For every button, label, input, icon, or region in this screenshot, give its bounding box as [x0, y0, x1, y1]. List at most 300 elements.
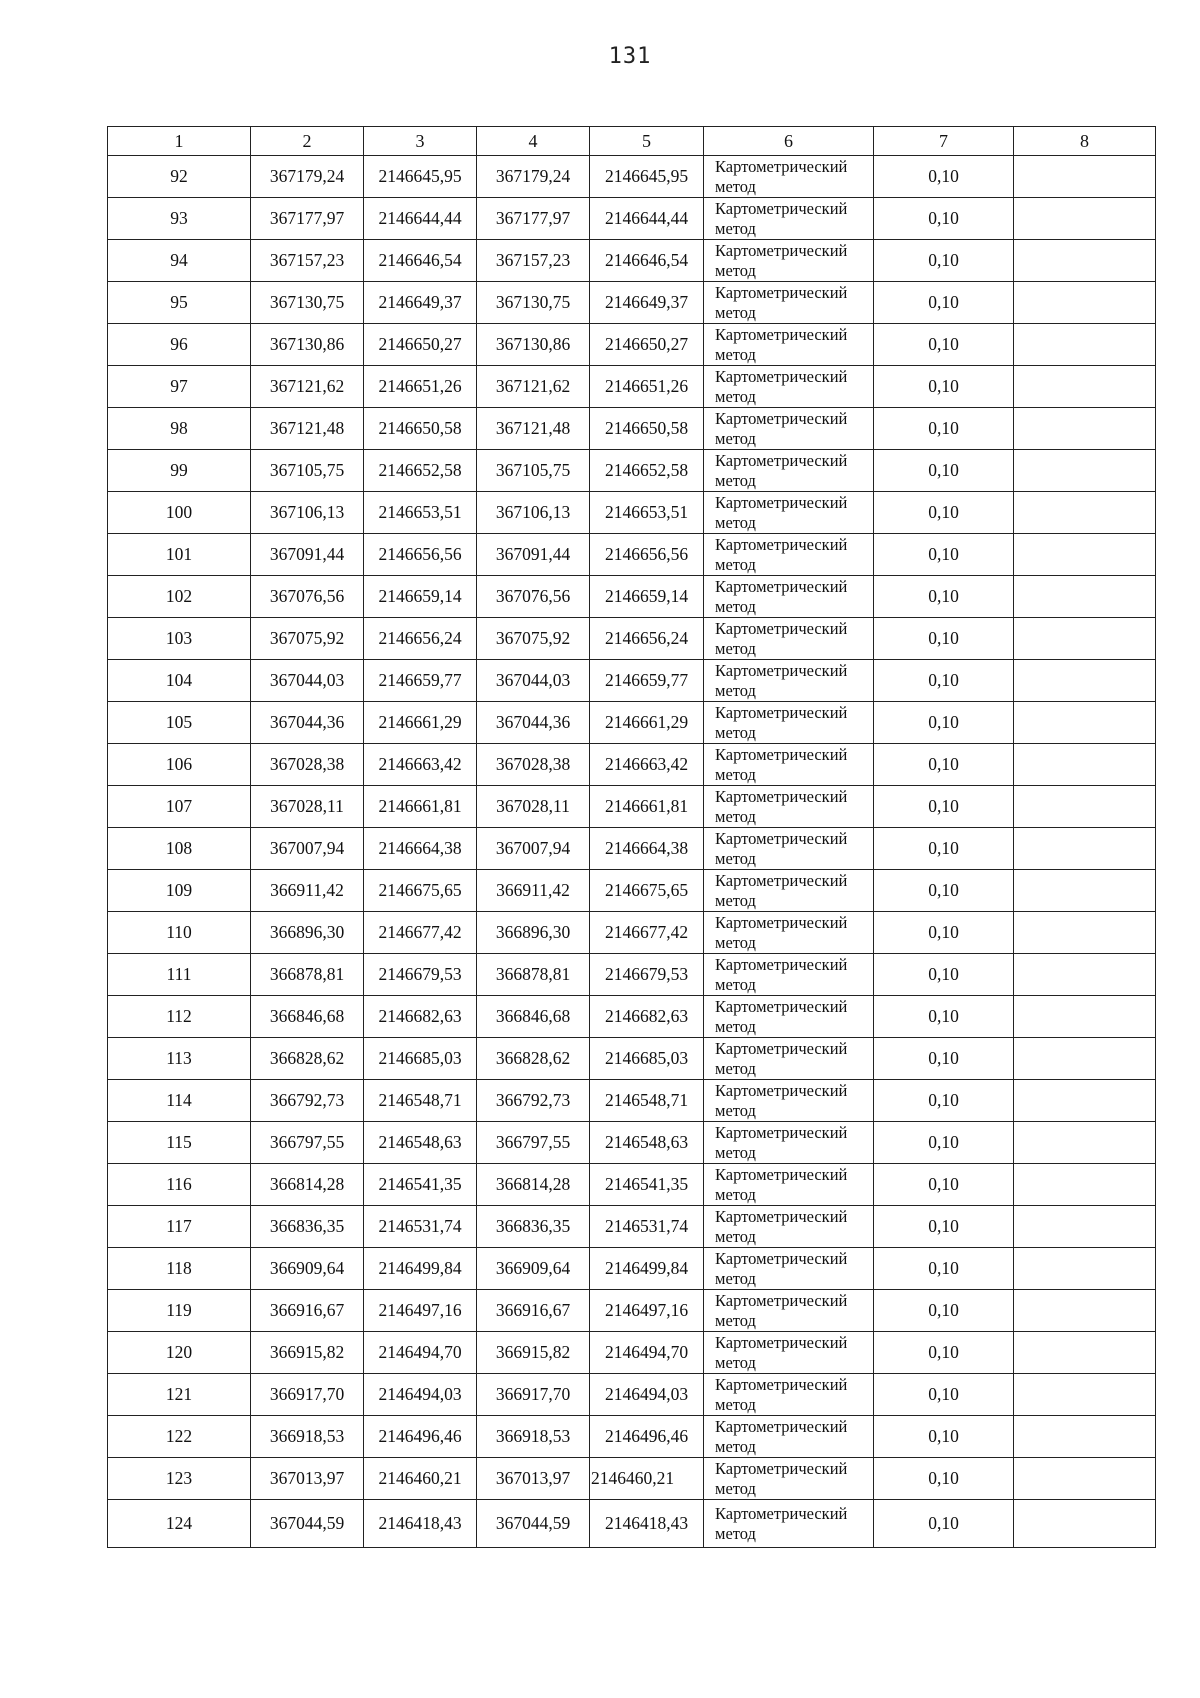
point-number-cell: 107: [108, 786, 251, 828]
method-line1: Картометрический: [715, 1164, 848, 1184]
y-coordinate-alt-cell: 2146663,42: [590, 744, 704, 786]
x-coordinate-alt-cell: 367044,59: [477, 1500, 590, 1548]
y-coordinate-cell: 2146548,63: [364, 1122, 477, 1164]
method-line1: Картометрический: [715, 660, 848, 680]
table-row: [108, 198, 1156, 240]
method-line2: метод: [715, 260, 756, 280]
y-coordinate-alt-cell: 2146661,81: [590, 786, 704, 828]
precision-cell: 0,10: [874, 702, 1014, 744]
note-cell: [1014, 1458, 1156, 1500]
column-header: 7: [874, 127, 1014, 156]
precision-cell: 0,10: [874, 408, 1014, 450]
x-coordinate-alt-cell: 367091,44: [477, 534, 590, 576]
x-coordinate-alt-cell: 367105,75: [477, 450, 590, 492]
point-number-cell: 118: [108, 1248, 251, 1290]
x-coordinate-alt-cell: 366828,62: [477, 1038, 590, 1080]
method-line2: метод: [715, 1478, 756, 1498]
y-coordinate-alt-cell: 2146644,44: [590, 198, 704, 240]
method-line2: метод: [715, 1142, 756, 1162]
method-cell: [704, 912, 874, 954]
precision-cell: 0,10: [874, 324, 1014, 366]
precision-cell: 0,10: [874, 534, 1014, 576]
x-coordinate-cell: 366828,62: [251, 1038, 364, 1080]
note-cell: [1014, 366, 1156, 408]
y-coordinate-cell: 2146675,65: [364, 870, 477, 912]
note-cell: [1014, 1332, 1156, 1374]
precision-cell: 0,10: [874, 660, 1014, 702]
x-coordinate-alt-cell: 367044,03: [477, 660, 590, 702]
x-coordinate-cell: 366846,68: [251, 996, 364, 1038]
note-cell: [1014, 1290, 1156, 1332]
note-cell: [1014, 282, 1156, 324]
note-cell: [1014, 198, 1156, 240]
x-coordinate-alt-cell: 366846,68: [477, 996, 590, 1038]
y-coordinate-cell: 2146651,26: [364, 366, 477, 408]
x-coordinate-alt-cell: 367121,48: [477, 408, 590, 450]
method-line1: Картометрический: [715, 1374, 848, 1394]
method-line1: Картометрический: [715, 156, 848, 176]
point-number-cell: 92: [108, 156, 251, 198]
precision-cell: 0,10: [874, 240, 1014, 282]
method-line2: метод: [715, 1058, 756, 1078]
y-coordinate-cell: 2146685,03: [364, 1038, 477, 1080]
note-cell: [1014, 996, 1156, 1038]
note-cell: [1014, 912, 1156, 954]
x-coordinate-alt-cell: 367013,97: [477, 1458, 590, 1500]
method-cell: [704, 1164, 874, 1206]
table-row: [108, 744, 1156, 786]
method-line1: Картометрический: [715, 324, 848, 344]
precision-cell: 0,10: [874, 1122, 1014, 1164]
method-line2: метод: [715, 386, 756, 406]
y-coordinate-cell: 2146661,29: [364, 702, 477, 744]
method-line1: Картометрический: [715, 870, 848, 890]
method-line2: метод: [715, 848, 756, 868]
method-line2: метод: [715, 302, 756, 322]
y-coordinate-cell: 2146649,37: [364, 282, 477, 324]
table-row: [108, 1500, 1156, 1548]
method-line1: Картометрический: [715, 282, 848, 302]
table-row: [108, 1122, 1156, 1164]
point-number-cell: 103: [108, 618, 251, 660]
x-coordinate-cell: 367028,38: [251, 744, 364, 786]
column-header: 2: [251, 127, 364, 156]
coordinates-table: [107, 126, 1156, 1548]
point-number-cell: 112: [108, 996, 251, 1038]
note-cell: [1014, 240, 1156, 282]
x-coordinate-cell: 367028,11: [251, 786, 364, 828]
method-line1: Картометрический: [715, 576, 848, 596]
method-line2: метод: [715, 764, 756, 784]
y-coordinate-cell: 2146418,43: [364, 1500, 477, 1548]
precision-cell: 0,10: [874, 996, 1014, 1038]
method-cell: [704, 618, 874, 660]
precision-cell: 0,10: [874, 198, 1014, 240]
table-row: [108, 576, 1156, 618]
x-coordinate-alt-cell: 366911,42: [477, 870, 590, 912]
method-line2: метод: [715, 554, 756, 574]
y-coordinate-alt-cell: 2146548,71: [590, 1080, 704, 1122]
point-number-cell: 110: [108, 912, 251, 954]
table-row: [108, 912, 1156, 954]
method-cell: [704, 954, 874, 996]
y-coordinate-cell: 2146682,63: [364, 996, 477, 1038]
table-row: [108, 1374, 1156, 1416]
x-coordinate-cell: 367044,03: [251, 660, 364, 702]
point-number-cell: 119: [108, 1290, 251, 1332]
y-coordinate-alt-cell: 2146460,21: [590, 1458, 704, 1500]
method-line1: Картометрический: [715, 1080, 848, 1100]
method-line1: Картометрический: [715, 786, 848, 806]
y-coordinate-cell: 2146531,74: [364, 1206, 477, 1248]
x-coordinate-cell: 366909,64: [251, 1248, 364, 1290]
method-line2: метод: [715, 722, 756, 742]
table-row: [108, 1458, 1156, 1500]
note-cell: [1014, 1122, 1156, 1164]
x-coordinate-cell: 367121,62: [251, 366, 364, 408]
note-cell: [1014, 954, 1156, 996]
note-cell: [1014, 870, 1156, 912]
method-cell: [704, 282, 874, 324]
x-coordinate-cell: 367044,59: [251, 1500, 364, 1548]
y-coordinate-alt-cell: 2146649,37: [590, 282, 704, 324]
precision-cell: 0,10: [874, 618, 1014, 660]
table-row: [108, 282, 1156, 324]
y-coordinate-cell: 2146656,56: [364, 534, 477, 576]
precision-cell: 0,10: [874, 282, 1014, 324]
note-cell: [1014, 1416, 1156, 1458]
table-row: [108, 870, 1156, 912]
x-coordinate-cell: 366917,70: [251, 1374, 364, 1416]
method-line1: Картометрический: [715, 1458, 848, 1478]
note-cell: [1014, 492, 1156, 534]
y-coordinate-cell: 2146656,24: [364, 618, 477, 660]
y-coordinate-cell: 2146663,42: [364, 744, 477, 786]
note-cell: [1014, 828, 1156, 870]
x-coordinate-cell: 366792,73: [251, 1080, 364, 1122]
note-cell: [1014, 1080, 1156, 1122]
x-coordinate-cell: 367013,97: [251, 1458, 364, 1500]
method-line1: Картометрический: [715, 618, 848, 638]
precision-cell: 0,10: [874, 1374, 1014, 1416]
y-coordinate-cell: 2146460,21: [364, 1458, 477, 1500]
y-coordinate-alt-cell: 2146659,77: [590, 660, 704, 702]
y-coordinate-alt-cell: 2146645,95: [590, 156, 704, 198]
point-number-cell: 121: [108, 1374, 251, 1416]
point-number-cell: 116: [108, 1164, 251, 1206]
method-line2: метод: [715, 890, 756, 910]
x-coordinate-cell: 367106,13: [251, 492, 364, 534]
x-coordinate-alt-cell: 367044,36: [477, 702, 590, 744]
precision-cell: 0,10: [874, 1164, 1014, 1206]
method-line1: Картометрический: [715, 744, 848, 764]
method-cell: [704, 1122, 874, 1164]
precision-cell: 0,10: [874, 1290, 1014, 1332]
method-cell: [704, 1500, 874, 1548]
method-line1: Картометрический: [715, 534, 848, 554]
method-line1: Картометрический: [715, 1206, 848, 1226]
x-coordinate-alt-cell: 367028,11: [477, 786, 590, 828]
method-line2: метод: [715, 638, 756, 658]
method-line2: метод: [715, 1523, 756, 1543]
method-line2: метод: [715, 1436, 756, 1456]
note-cell: [1014, 408, 1156, 450]
point-number-cell: 117: [108, 1206, 251, 1248]
y-coordinate-cell: 2146497,16: [364, 1290, 477, 1332]
table-row: [108, 1416, 1156, 1458]
y-coordinate-cell: 2146650,27: [364, 324, 477, 366]
method-cell: [704, 870, 874, 912]
x-coordinate-cell: 367177,97: [251, 198, 364, 240]
x-coordinate-cell: 367091,44: [251, 534, 364, 576]
x-coordinate-alt-cell: 367075,92: [477, 618, 590, 660]
method-line2: метод: [715, 428, 756, 448]
point-number-cell: 124: [108, 1500, 251, 1548]
method-line2: метод: [715, 176, 756, 196]
method-line2: метод: [715, 470, 756, 490]
y-coordinate-cell: 2146494,03: [364, 1374, 477, 1416]
precision-cell: 0,10: [874, 1458, 1014, 1500]
note-cell: [1014, 576, 1156, 618]
table-row: [108, 450, 1156, 492]
method-line2: метод: [715, 1394, 756, 1414]
point-number-cell: 111: [108, 954, 251, 996]
method-line2: метод: [715, 932, 756, 952]
table-row: [108, 1206, 1156, 1248]
table-row: [108, 1332, 1156, 1374]
y-coordinate-cell: 2146548,71: [364, 1080, 477, 1122]
table-row: [108, 828, 1156, 870]
method-line1: Картометрический: [715, 1248, 848, 1268]
x-coordinate-cell: 366878,81: [251, 954, 364, 996]
note-cell: [1014, 786, 1156, 828]
x-coordinate-alt-cell: 367177,97: [477, 198, 590, 240]
note-cell: [1014, 156, 1156, 198]
x-coordinate-alt-cell: 367028,38: [477, 744, 590, 786]
method-line1: Картометрический: [715, 1416, 848, 1436]
note-cell: [1014, 744, 1156, 786]
method-line1: Картометрический: [715, 1332, 848, 1352]
x-coordinate-cell: 367130,86: [251, 324, 364, 366]
method-line1: Картометрический: [715, 366, 848, 386]
precision-cell: 0,10: [874, 870, 1014, 912]
y-coordinate-alt-cell: 2146646,54: [590, 240, 704, 282]
table-row: [108, 660, 1156, 702]
note-cell: [1014, 1038, 1156, 1080]
method-line1: Картометрический: [715, 1290, 848, 1310]
x-coordinate-cell: 366918,53: [251, 1416, 364, 1458]
method-cell: [704, 996, 874, 1038]
table-row: [108, 996, 1156, 1038]
y-coordinate-cell: 2146644,44: [364, 198, 477, 240]
method-line2: метод: [715, 680, 756, 700]
y-coordinate-alt-cell: 2146675,65: [590, 870, 704, 912]
y-coordinate-cell: 2146677,42: [364, 912, 477, 954]
x-coordinate-cell: 367076,56: [251, 576, 364, 618]
y-coordinate-alt-cell: 2146650,27: [590, 324, 704, 366]
x-coordinate-cell: 366797,55: [251, 1122, 364, 1164]
point-number-cell: 101: [108, 534, 251, 576]
table-row: [108, 408, 1156, 450]
method-line1: Картометрический: [715, 1122, 848, 1142]
table-row: [108, 324, 1156, 366]
x-coordinate-alt-cell: 366918,53: [477, 1416, 590, 1458]
x-coordinate-cell: 366911,42: [251, 870, 364, 912]
x-coordinate-cell: 367157,23: [251, 240, 364, 282]
precision-cell: 0,10: [874, 1416, 1014, 1458]
column-header: 4: [477, 127, 590, 156]
table-row: [108, 618, 1156, 660]
y-coordinate-cell: 2146650,58: [364, 408, 477, 450]
method-cell: [704, 1206, 874, 1248]
method-cell: [704, 660, 874, 702]
y-coordinate-alt-cell: 2146651,26: [590, 366, 704, 408]
method-line2: метод: [715, 596, 756, 616]
method-line2: метод: [715, 344, 756, 364]
x-coordinate-alt-cell: 367007,94: [477, 828, 590, 870]
y-coordinate-alt-cell: 2146418,43: [590, 1500, 704, 1548]
precision-cell: 0,10: [874, 1038, 1014, 1080]
precision-cell: 0,10: [874, 450, 1014, 492]
x-coordinate-alt-cell: 367121,62: [477, 366, 590, 408]
y-coordinate-cell: 2146653,51: [364, 492, 477, 534]
point-number-cell: 123: [108, 1458, 251, 1500]
x-coordinate-alt-cell: 366917,70: [477, 1374, 590, 1416]
precision-cell: 0,10: [874, 1248, 1014, 1290]
x-coordinate-alt-cell: 366915,82: [477, 1332, 590, 1374]
x-coordinate-alt-cell: 367179,24: [477, 156, 590, 198]
table-row: [108, 1290, 1156, 1332]
point-number-cell: 106: [108, 744, 251, 786]
table-row: [108, 534, 1156, 576]
method-cell: [704, 408, 874, 450]
table-row: [108, 492, 1156, 534]
method-line1: Картометрический: [715, 1038, 848, 1058]
y-coordinate-alt-cell: 2146548,63: [590, 1122, 704, 1164]
point-number-cell: 94: [108, 240, 251, 282]
point-number-cell: 122: [108, 1416, 251, 1458]
point-number-cell: 95: [108, 282, 251, 324]
method-line2: метод: [715, 1310, 756, 1330]
method-line1: Картометрический: [715, 954, 848, 974]
method-cell: [704, 324, 874, 366]
table-row: [108, 1164, 1156, 1206]
point-number-cell: 102: [108, 576, 251, 618]
method-cell: [704, 1080, 874, 1122]
y-coordinate-cell: 2146496,46: [364, 1416, 477, 1458]
method-cell: [704, 450, 874, 492]
y-coordinate-cell: 2146541,35: [364, 1164, 477, 1206]
method-cell: [704, 492, 874, 534]
x-coordinate-alt-cell: 366797,55: [477, 1122, 590, 1164]
y-coordinate-alt-cell: 2146656,24: [590, 618, 704, 660]
method-line1: Картометрический: [715, 408, 848, 428]
table-row: [108, 240, 1156, 282]
note-cell: [1014, 1374, 1156, 1416]
y-coordinate-alt-cell: 2146679,53: [590, 954, 704, 996]
x-coordinate-cell: 366814,28: [251, 1164, 364, 1206]
note-cell: [1014, 1164, 1156, 1206]
point-number-cell: 115: [108, 1122, 251, 1164]
y-coordinate-cell: 2146659,77: [364, 660, 477, 702]
y-coordinate-alt-cell: 2146497,16: [590, 1290, 704, 1332]
y-coordinate-alt-cell: 2146494,03: [590, 1374, 704, 1416]
method-cell: [704, 1038, 874, 1080]
note-cell: [1014, 534, 1156, 576]
point-number-cell: 104: [108, 660, 251, 702]
method-cell: [704, 156, 874, 198]
method-cell: [704, 828, 874, 870]
note-cell: [1014, 702, 1156, 744]
precision-cell: 0,10: [874, 492, 1014, 534]
method-cell: [704, 744, 874, 786]
point-number-cell: 109: [108, 870, 251, 912]
y-coordinate-cell: 2146494,70: [364, 1332, 477, 1374]
point-number-cell: 108: [108, 828, 251, 870]
y-coordinate-cell: 2146679,53: [364, 954, 477, 996]
y-coordinate-alt-cell: 2146664,38: [590, 828, 704, 870]
y-coordinate-alt-cell: 2146496,46: [590, 1416, 704, 1458]
column-header: 5: [590, 127, 704, 156]
x-coordinate-alt-cell: 367157,23: [477, 240, 590, 282]
method-line2: метод: [715, 806, 756, 826]
y-coordinate-alt-cell: 2146531,74: [590, 1206, 704, 1248]
x-coordinate-cell: 367121,48: [251, 408, 364, 450]
y-coordinate-cell: 2146661,81: [364, 786, 477, 828]
point-number-cell: 105: [108, 702, 251, 744]
precision-cell: 0,10: [874, 912, 1014, 954]
method-line2: метод: [715, 1352, 756, 1372]
x-coordinate-alt-cell: 366896,30: [477, 912, 590, 954]
method-line1: Картометрический: [715, 702, 848, 722]
table-row: [108, 954, 1156, 996]
point-number-cell: 100: [108, 492, 251, 534]
point-number-cell: 120: [108, 1332, 251, 1374]
table-row: [108, 1038, 1156, 1080]
y-coordinate-alt-cell: 2146652,58: [590, 450, 704, 492]
column-header: 1: [108, 127, 251, 156]
table-row: [108, 366, 1156, 408]
x-coordinate-alt-cell: 367106,13: [477, 492, 590, 534]
note-cell: [1014, 324, 1156, 366]
precision-cell: 0,10: [874, 786, 1014, 828]
point-number-cell: 93: [108, 198, 251, 240]
precision-cell: 0,10: [874, 1332, 1014, 1374]
method-line2: метод: [715, 1184, 756, 1204]
x-coordinate-alt-cell: 366878,81: [477, 954, 590, 996]
x-coordinate-alt-cell: 367076,56: [477, 576, 590, 618]
method-cell: [704, 1332, 874, 1374]
method-line2: метод: [715, 1268, 756, 1288]
x-coordinate-cell: 366916,67: [251, 1290, 364, 1332]
y-coordinate-alt-cell: 2146682,63: [590, 996, 704, 1038]
method-cell: [704, 1416, 874, 1458]
method-cell: [704, 534, 874, 576]
y-coordinate-alt-cell: 2146656,56: [590, 534, 704, 576]
point-number-cell: 97: [108, 366, 251, 408]
precision-cell: 0,10: [874, 954, 1014, 996]
y-coordinate-alt-cell: 2146494,70: [590, 1332, 704, 1374]
y-coordinate-alt-cell: 2146661,29: [590, 702, 704, 744]
y-coordinate-alt-cell: 2146650,58: [590, 408, 704, 450]
precision-cell: 0,10: [874, 156, 1014, 198]
precision-cell: 0,10: [874, 576, 1014, 618]
page-number: 131: [608, 44, 652, 69]
precision-cell: 0,10: [874, 828, 1014, 870]
precision-cell: 0,10: [874, 1080, 1014, 1122]
precision-cell: 0,10: [874, 1500, 1014, 1548]
method-line1: Картометрический: [715, 198, 848, 218]
